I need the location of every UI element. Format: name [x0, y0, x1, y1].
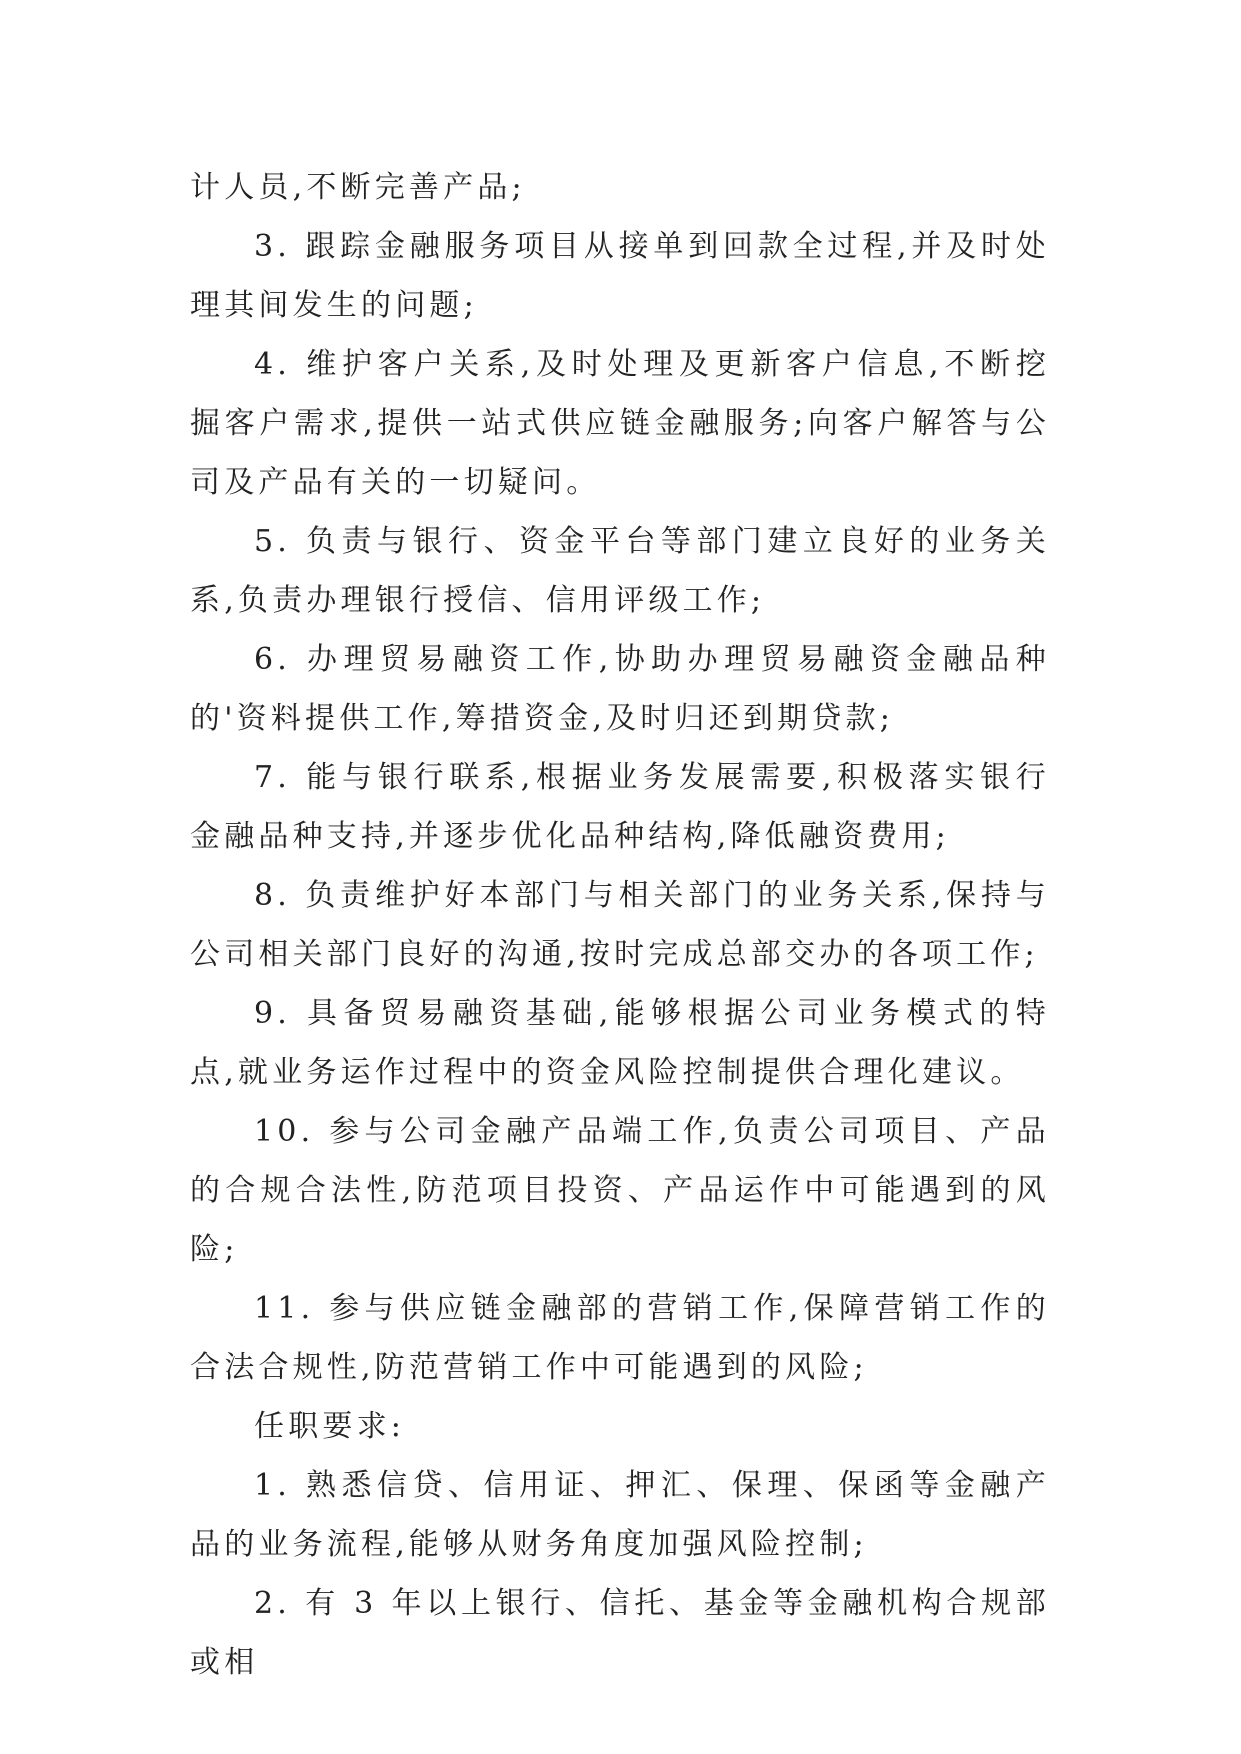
- section-heading: 任职要求:: [254, 1409, 406, 1444]
- paragraph: 8. 负责维护好本部门与相关部门的业务关系,保持与公司相关部门良好的沟通,按时完成总部交办的各项工作;: [190, 878, 1050, 972]
- paragraph: 5. 负责与银行、资金平台等部门建立良好的业务关系,负责办理银行授信、信用评级工作;: [190, 524, 1050, 618]
- paragraph: 7. 能与银行联系,根据业务发展需要,积极落实银行金融品种支持,并逐步优化品种结构,降低融资费用;: [190, 760, 1050, 854]
- paragraph: 计人员,不断完善产品;: [190, 170, 526, 205]
- paragraph: 2. 有 3 年以上银行、信托、基金等金融机构合规部或相: [190, 1586, 1050, 1680]
- paragraph: 4. 维护客户关系,及时处理及更新客户信息,不断挖掘客户需求,提供一站式供应链金融服务;向客户解答与公司及产品有关的一切疑问。: [190, 347, 1050, 500]
- paragraph: 3. 跟踪金融服务项目从接单到回款全过程,并及时处理其间发生的问题;: [190, 229, 1050, 323]
- document-body: [190, 158, 1050, 1692]
- paragraph: 9. 具备贸易融资基础,能够根据公司业务模式的特点,就业务运作过程中的资金风险控制提供合理化建议。: [190, 996, 1050, 1090]
- paragraph: 1. 熟悉信贷、信用证、押汇、保理、保函等金融产品的业务流程,能够从财务角度加强风险控制;: [190, 1468, 1050, 1562]
- paragraph: 6. 办理贸易融资工作,协助办理贸易融资金融品种的'资料提供工作,筹措资金,及时归还到期贷款;: [190, 642, 1050, 736]
- paragraph: 10. 参与公司金融产品端工作,负责公司项目、产品的合规合法性,防范项目投资、产品运作中可能遇到的风险;: [190, 1114, 1050, 1267]
- paragraph: 11. 参与供应链金融部的营销工作,保障营销工作的合法合规性,防范营销工作中可能遇到的风险;: [190, 1291, 1050, 1385]
